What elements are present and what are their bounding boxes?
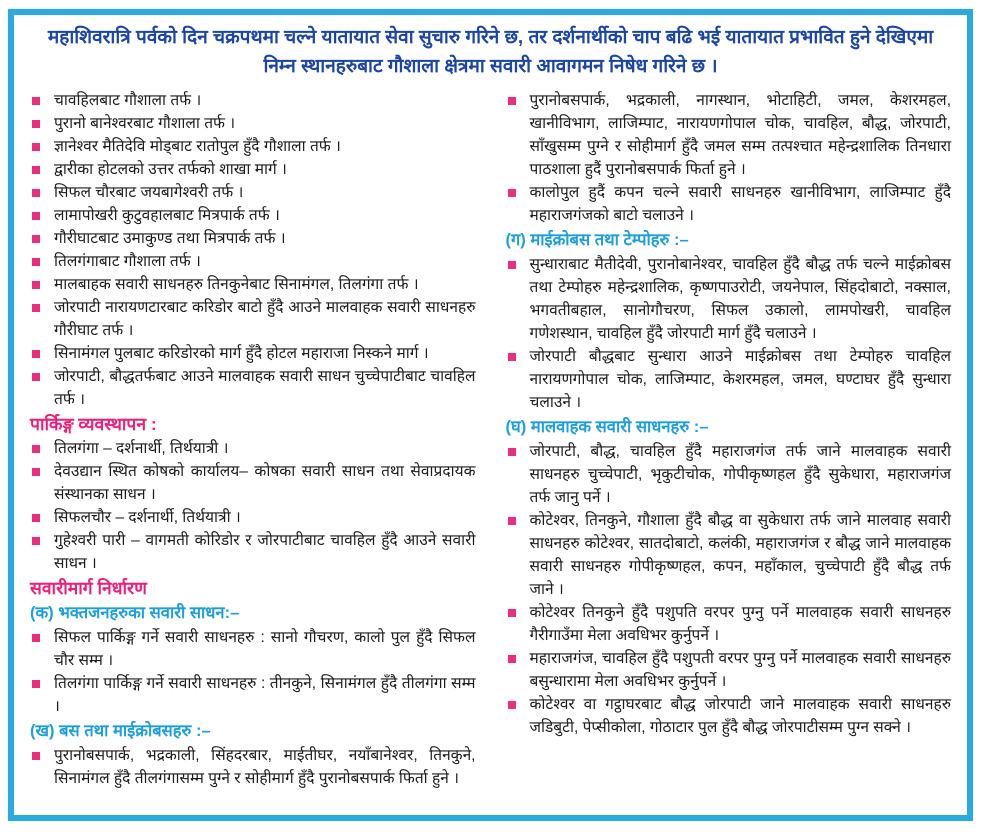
notice-header-text: महाशिवरात्रि पर्वको दिन चक्रपथमा चल्ने यातायात सेवा सुचारु गरिने छ, तर दर्शनार्थीको चाप बढि भई यातायात प्रभावित हुने देखिएमा निम्न स्थानहरुबाट गौशाला क्षेत्रमा सवारी आवागमन निषेध गरिने छ । xyxy=(47,27,934,77)
square-bullet-icon xyxy=(32,235,40,243)
list-item-text: तिलगंगाबाट गौशाला तर्फ । xyxy=(54,253,201,270)
square-bullet-icon xyxy=(32,189,40,197)
list-item-text: गौरीघाटबाट उमाकुण्ड तथा मित्रपार्क तर्फ । xyxy=(54,230,286,247)
list-item-text: सिफल पार्किङ्ग गर्ने सवारी साधनहरु : सानो गौचरण, कालो पुल हुँदै सिफल चौर सम्म । xyxy=(54,629,476,669)
notice-columns xyxy=(30,89,951,790)
list-item xyxy=(30,744,476,790)
list-item xyxy=(30,112,476,135)
list-item xyxy=(506,440,952,509)
list-item xyxy=(30,273,476,296)
list-item-text: कोटेश्वर तिनकुने हुँदै पशुपति वरपर पुग्नु पर्ने मालवाहक सवारी साधनहरु गैरीगाउँमा मेला अवधिभर कुर्नुपर्ने । xyxy=(529,604,951,644)
list-item xyxy=(30,342,476,365)
list-item xyxy=(30,460,476,506)
bullet-list xyxy=(506,440,952,739)
square-bullet-icon xyxy=(508,189,516,197)
section-heading: पार्किङ्ग व्यवस्थापन : xyxy=(30,414,157,434)
list-item xyxy=(506,89,952,181)
list-item-text: कोटेश्वर वा गट्ठाघरबाट बौद्ध जोरपाटी जाने मालवाहक सवारी साधनहरु जडिबुटी, पेप्सीकोला, गोठाटार पुल हुँदै बौद्ध जोरपाटीसम्म पुग्न सक्ने । xyxy=(529,696,951,736)
list-item-text: लामापोखरी कुटुवहालबाट मित्रपार्क तर्फ । xyxy=(54,207,280,224)
list-item-text: द्वारीका होटलको उत्तर तर्फको शाखा मार्ग । xyxy=(54,161,287,178)
list-item xyxy=(30,529,476,575)
square-bullet-icon xyxy=(32,212,40,220)
list-item-text: मालबाहक सवारी साधनहरु तिनकुनेबाट सिनामंगल, तिलगंगा तर्फ । xyxy=(54,276,419,293)
section-subheading: (घ) मालवाहक सवारी साधनहरु :– xyxy=(505,418,709,436)
list-item-text: सुन्धाराबाट मैतीदेवी, पुरानोबानेश्वर, चावहिल हुँदै बौद्ध तर्फ चल्ने माईक्रोबस तथा टेम्पोहरु महेन्द्रशालिक, कृष्णपाउरोटी, जयनेपाल, सिंहदोबाटो, नक्साल, भगवतीबहाल, सानोगौचरण, सिफल उकालो, लामपोखरी, चावहिल गणेशस्थान, चावहिल हुँदै जोरपाटी मार्ग हुँदै चलाउने । xyxy=(529,256,951,342)
section-subheading: (क) भक्तजनहरुका सवारी साधन:– xyxy=(30,604,240,622)
square-bullet-icon xyxy=(32,634,40,642)
list-item xyxy=(30,204,476,227)
right-column xyxy=(506,89,952,790)
bullet-list xyxy=(30,744,476,790)
list-item xyxy=(506,253,952,345)
bullet-list xyxy=(30,626,476,718)
list-item xyxy=(30,227,476,250)
list-item-text: सिफलचौर – दर्शनार्थी, तिर्थयात्री । xyxy=(54,509,241,526)
list-item-text: सिफल चौरबाट जयबागेश्वरी तर्फ । xyxy=(54,184,244,201)
list-item-text: चावहिलबाट गौशाला तर्फ । xyxy=(54,92,202,109)
list-item xyxy=(30,250,476,273)
list-item-text: कोटेश्वर, तिनकुने, गौशाला हुँदै बौद्ध वा सुकेधारा तर्फ जाने मालवाह सवारी साधनहरु कोटेश्वर, सातदोबाटो, कलंकी, महाराजगंज र बौद्ध जाने मालवाहक सवारी साधनहरु गोपीकृष्णहल, कपन, महाँकाल, चुच्चेपाटी हुँदै बौद्ध तर्फ जाने । xyxy=(529,512,951,598)
square-bullet-icon xyxy=(508,517,516,525)
list-item-text: कालोपुल हुदैं कपन चल्ने सवारी साधनहरु खानीविभाग, लाजिम्पाट हुँदै महाराजगंजको बाटो चलाउने । xyxy=(529,184,951,224)
square-bullet-icon xyxy=(32,97,40,105)
square-bullet-icon xyxy=(32,468,40,476)
square-bullet-icon xyxy=(508,701,516,709)
bullet-list xyxy=(30,89,476,411)
square-bullet-icon xyxy=(508,261,516,269)
list-item xyxy=(30,506,476,529)
list-item-text: जोरपाटी, बौद्धतर्फबाट आउने मालवाहक सवारी साधन चुच्चेपाटीबाट चावहिल तर्फ । xyxy=(54,368,476,408)
square-bullet-icon xyxy=(32,143,40,151)
square-bullet-icon xyxy=(32,537,40,545)
square-bullet-icon xyxy=(32,258,40,266)
square-bullet-icon xyxy=(32,120,40,128)
notice-frame xyxy=(8,9,973,821)
list-item xyxy=(30,365,476,411)
square-bullet-icon xyxy=(32,350,40,358)
square-bullet-icon xyxy=(32,373,40,381)
list-item xyxy=(30,437,476,460)
list-item xyxy=(506,181,952,227)
list-item-text: पुरानोबसपार्क, भद्रकाली, नागस्थान, भोटाहिटी, जमल, केशरमहल, खानीविभाग, लाजिम्पाट, नारायणगोपाल चोक, चावहिल, बौद्ध, जोरपाटी, साँखुसम्म पुग्ने र सोहीमार्ग हुँदै जमल सम्म तत्पश्चात महेन्द्रशालिक तिनधारा पाठशाला हुदैं पुरानोबसपार्क फिर्ता हुने । xyxy=(529,92,951,178)
list-item xyxy=(30,626,476,672)
list-item xyxy=(30,296,476,342)
list-item-text: पुरानो बानेश्वरबाट गौशाला तर्फ । xyxy=(54,115,236,132)
square-bullet-icon xyxy=(508,97,516,105)
square-bullet-icon xyxy=(508,353,516,361)
list-item xyxy=(30,181,476,204)
square-bullet-icon xyxy=(32,514,40,522)
list-item xyxy=(506,509,952,601)
square-bullet-icon xyxy=(508,448,516,456)
left-column xyxy=(30,89,476,790)
list-item-text: ज्ञानेश्वर मैतिदेवि मोड्बाट रातोपुल हुँदै गौशाला तर्फ । xyxy=(54,138,341,155)
section-subheading: (ख) बस तथा माईक्रोबसहरु :– xyxy=(30,722,211,740)
list-item xyxy=(30,135,476,158)
square-bullet-icon xyxy=(32,281,40,289)
list-item-text: तिलगंगा – दर्शनार्थी, तिर्थयात्री । xyxy=(54,440,229,457)
list-item xyxy=(30,89,476,112)
list-item xyxy=(30,158,476,181)
bullet-list xyxy=(30,437,476,575)
bullet-list xyxy=(506,253,952,414)
list-item-text: गुहेश्वरी पारी – वागमती कोरिडोर र जोरपाटीबाट चावहिल हुँदै आउने सवारी साधन । xyxy=(54,532,476,572)
list-item-text: जोरपाटी नारायणटारबाट करिडोर बाटो हुँदै आउने मालवाहक सवारी साधनहरु गौरीघाट तर्फ । xyxy=(54,299,476,339)
list-item-text: जोरपाटी बौद्धबाट सुन्धारा आउने माईक्रोबस तथा टेम्पोहरु चावहिल नारायणगोपाल चोक, लाजिम्पाट, केशरमहल, जमल, घण्टाघर हुँदै सुन्धारा चलाउने । xyxy=(529,348,951,411)
list-item-text: जोरपाटी, बौद्ध, चावहिल हुँदै महाराजगंज तर्फ जाने मालवाहक सवारी साधनहरु चुच्चेपाटी, भृकुटीचोक, गोपीकृष्णहल हुँदै सुकेधारा, महाराजगंज तर्फ जानु पर्ने । xyxy=(529,443,951,506)
square-bullet-icon xyxy=(508,609,516,617)
list-item-text: पुरानोबसपार्क, भद्रकाली, सिंहदरबार, माईतीघर, नयाँबानेश्वर, तिनकुने, सिनामंगल हुँदै तीलगंगासम्म पुग्ने र सोहीमार्ग हुँदै पुरानोबसपार्क फिर्ता हुने । xyxy=(54,747,476,787)
list-item xyxy=(30,672,476,718)
list-item-text: देवउद्यान स्थित कोषको कार्यालय– कोषका सवारी साधन तथा सेवाप्रदायक संस्थानका साधन । xyxy=(54,463,476,503)
section-heading: सवारीमार्ग निर्धारण xyxy=(30,578,147,598)
square-bullet-icon xyxy=(32,445,40,453)
list-item-text: महाराजगंज, चावहिल हुँदै पशुपती वरपर पुग्नु पर्ने मालवाहक सवारी साधनहरु बसुन्धारामा मेला अवधिभर कुर्नुपर्ने । xyxy=(529,650,951,690)
square-bullet-icon xyxy=(508,655,516,663)
section-subheading: (ग) माईक्रोबस तथा टेम्पोहरु :– xyxy=(505,231,689,249)
list-item xyxy=(506,345,952,414)
list-item-text: सिनामंगल पुलबाट करिडोरको मार्ग हुँदै होटल महाराजा निस्कने मार्ग । xyxy=(54,345,429,362)
square-bullet-icon xyxy=(32,304,40,312)
list-item-text: तिलगंगा पार्किङ्ग गर्ने सवारी साधनहरु : तीनकुने, सिनामंगल हुँदै तीलगंगा सम्म । xyxy=(54,675,476,715)
list-item xyxy=(506,601,952,647)
square-bullet-icon xyxy=(32,752,40,760)
list-item xyxy=(506,647,952,693)
list-item xyxy=(506,693,952,739)
bullet-list xyxy=(506,89,952,227)
square-bullet-icon xyxy=(32,680,40,688)
square-bullet-icon xyxy=(32,166,40,174)
